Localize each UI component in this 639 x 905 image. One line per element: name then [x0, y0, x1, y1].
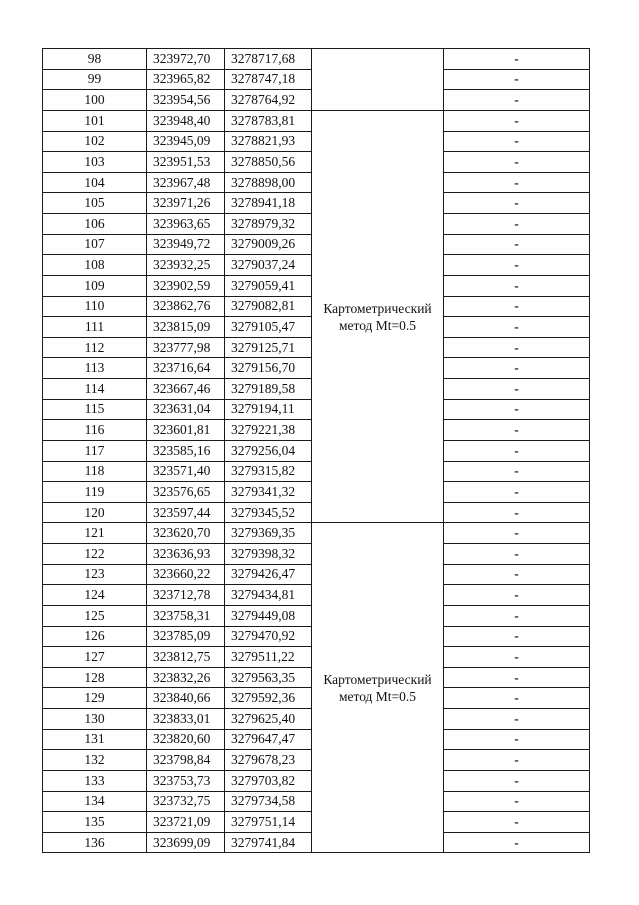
point-number-cell: 118: [43, 461, 147, 482]
accuracy-value-cell: -: [444, 832, 590, 853]
x-coordinate-cell: 323954,56: [147, 90, 225, 111]
point-number-cell: 127: [43, 647, 147, 668]
x-coordinate-cell: 323812,75: [147, 647, 225, 668]
x-coordinate-cell: 323972,70: [147, 49, 225, 70]
point-number-cell: 126: [43, 626, 147, 647]
accuracy-value-cell: -: [444, 275, 590, 296]
y-coordinate-cell: 3279741,84: [225, 832, 312, 853]
coordinates-table-body: [43, 49, 590, 853]
table-row: [43, 49, 590, 70]
accuracy-value-cell: -: [444, 90, 590, 111]
accuracy-value-cell: -: [444, 131, 590, 152]
x-coordinate-cell: 323620,70: [147, 523, 225, 544]
point-number-cell: 98: [43, 49, 147, 70]
accuracy-value-cell: -: [444, 585, 590, 606]
accuracy-value-cell: -: [444, 523, 590, 544]
x-coordinate-cell: 323576,65: [147, 482, 225, 503]
point-number-cell: 123: [43, 564, 147, 585]
accuracy-value-cell: -: [444, 440, 590, 461]
point-number-cell: 136: [43, 832, 147, 853]
accuracy-value-cell: -: [444, 688, 590, 709]
accuracy-value-cell: -: [444, 605, 590, 626]
accuracy-value-cell: -: [444, 482, 590, 503]
point-number-cell: 108: [43, 255, 147, 276]
accuracy-value-cell: -: [444, 729, 590, 750]
x-coordinate-cell: 323948,40: [147, 110, 225, 131]
y-coordinate-cell: 3279511,22: [225, 647, 312, 668]
y-coordinate-cell: 3279345,52: [225, 502, 312, 523]
x-coordinate-cell: 323965,82: [147, 69, 225, 90]
x-coordinate-cell: 323832,26: [147, 667, 225, 688]
accuracy-value-cell: -: [444, 399, 590, 420]
point-number-cell: 122: [43, 544, 147, 565]
x-coordinate-cell: 323840,66: [147, 688, 225, 709]
coordinates-table: [42, 48, 590, 853]
point-number-cell: 102: [43, 131, 147, 152]
y-coordinate-cell: 3279059,41: [225, 275, 312, 296]
x-coordinate-cell: 323597,44: [147, 502, 225, 523]
y-coordinate-cell: 3278979,32: [225, 214, 312, 235]
y-coordinate-cell: 3279703,82: [225, 770, 312, 791]
accuracy-value-cell: -: [444, 193, 590, 214]
accuracy-value-cell: -: [444, 750, 590, 771]
accuracy-value-cell: -: [444, 234, 590, 255]
x-coordinate-cell: 323636,93: [147, 544, 225, 565]
point-number-cell: 109: [43, 275, 147, 296]
y-coordinate-cell: 3278747,18: [225, 69, 312, 90]
y-coordinate-cell: 3278717,68: [225, 49, 312, 70]
point-number-cell: 133: [43, 770, 147, 791]
x-coordinate-cell: 323721,09: [147, 812, 225, 833]
point-number-cell: 119: [43, 482, 147, 503]
y-coordinate-cell: 3279256,04: [225, 440, 312, 461]
method-cell: Картометрический метод Mt=0.5: [312, 523, 444, 853]
y-coordinate-cell: 3278783,81: [225, 110, 312, 131]
x-coordinate-cell: 323932,25: [147, 255, 225, 276]
y-coordinate-cell: 3279592,36: [225, 688, 312, 709]
y-coordinate-cell: 3279105,47: [225, 317, 312, 338]
x-coordinate-cell: 323785,09: [147, 626, 225, 647]
y-coordinate-cell: 3278850,56: [225, 152, 312, 173]
accuracy-value-cell: -: [444, 172, 590, 193]
x-coordinate-cell: 323667,46: [147, 379, 225, 400]
point-number-cell: 128: [43, 667, 147, 688]
accuracy-value-cell: -: [444, 502, 590, 523]
point-number-cell: 124: [43, 585, 147, 606]
point-number-cell: 104: [43, 172, 147, 193]
accuracy-value-cell: -: [444, 69, 590, 90]
point-number-cell: 131: [43, 729, 147, 750]
accuracy-value-cell: -: [444, 152, 590, 173]
point-number-cell: 114: [43, 379, 147, 400]
y-coordinate-cell: 3279751,14: [225, 812, 312, 833]
accuracy-value-cell: -: [444, 379, 590, 400]
x-coordinate-cell: 323753,73: [147, 770, 225, 791]
point-number-cell: 121: [43, 523, 147, 544]
x-coordinate-cell: 323949,72: [147, 234, 225, 255]
point-number-cell: 99: [43, 69, 147, 90]
x-coordinate-cell: 323967,48: [147, 172, 225, 193]
point-number-cell: 101: [43, 110, 147, 131]
x-coordinate-cell: 323631,04: [147, 399, 225, 420]
y-coordinate-cell: 3279189,58: [225, 379, 312, 400]
x-coordinate-cell: 323798,84: [147, 750, 225, 771]
x-coordinate-cell: 323660,22: [147, 564, 225, 585]
y-coordinate-cell: 3279037,24: [225, 255, 312, 276]
table-row: [43, 110, 590, 131]
accuracy-value-cell: -: [444, 49, 590, 70]
point-number-cell: 103: [43, 152, 147, 173]
accuracy-value-cell: -: [444, 255, 590, 276]
y-coordinate-cell: 3279156,70: [225, 358, 312, 379]
y-coordinate-cell: 3278941,18: [225, 193, 312, 214]
point-number-cell: 135: [43, 812, 147, 833]
point-number-cell: 112: [43, 337, 147, 358]
y-coordinate-cell: 3279434,81: [225, 585, 312, 606]
y-coordinate-cell: 3279563,35: [225, 667, 312, 688]
accuracy-value-cell: -: [444, 812, 590, 833]
accuracy-value-cell: -: [444, 296, 590, 317]
y-coordinate-cell: 3279125,71: [225, 337, 312, 358]
y-coordinate-cell: 3279625,40: [225, 709, 312, 730]
accuracy-value-cell: -: [444, 337, 590, 358]
x-coordinate-cell: 323699,09: [147, 832, 225, 853]
y-coordinate-cell: 3279369,35: [225, 523, 312, 544]
accuracy-value-cell: -: [444, 544, 590, 565]
accuracy-value-cell: -: [444, 791, 590, 812]
y-coordinate-cell: 3279082,81: [225, 296, 312, 317]
point-number-cell: 115: [43, 399, 147, 420]
method-cell: Картометрический метод Mt=0.5: [312, 110, 444, 523]
y-coordinate-cell: 3278764,92: [225, 90, 312, 111]
accuracy-value-cell: -: [444, 110, 590, 131]
y-coordinate-cell: 3279647,47: [225, 729, 312, 750]
accuracy-value-cell: -: [444, 626, 590, 647]
accuracy-value-cell: -: [444, 214, 590, 235]
point-number-cell: 120: [43, 502, 147, 523]
point-number-cell: 129: [43, 688, 147, 709]
point-number-cell: 116: [43, 420, 147, 441]
x-coordinate-cell: 323601,81: [147, 420, 225, 441]
point-number-cell: 130: [43, 709, 147, 730]
y-coordinate-cell: 3279009,26: [225, 234, 312, 255]
accuracy-value-cell: -: [444, 647, 590, 668]
x-coordinate-cell: 323902,59: [147, 275, 225, 296]
y-coordinate-cell: 3279221,38: [225, 420, 312, 441]
y-coordinate-cell: 3279470,92: [225, 626, 312, 647]
y-coordinate-cell: 3279398,32: [225, 544, 312, 565]
point-number-cell: 113: [43, 358, 147, 379]
x-coordinate-cell: 323862,76: [147, 296, 225, 317]
x-coordinate-cell: 323758,31: [147, 605, 225, 626]
method-cell: [312, 49, 444, 111]
point-number-cell: 100: [43, 90, 147, 111]
point-number-cell: 111: [43, 317, 147, 338]
x-coordinate-cell: 323951,53: [147, 152, 225, 173]
point-number-cell: 105: [43, 193, 147, 214]
y-coordinate-cell: 3279678,23: [225, 750, 312, 771]
y-coordinate-cell: 3279315,82: [225, 461, 312, 482]
point-number-cell: 125: [43, 605, 147, 626]
x-coordinate-cell: 323585,16: [147, 440, 225, 461]
y-coordinate-cell: 3278821,93: [225, 131, 312, 152]
table-row: [43, 523, 590, 544]
x-coordinate-cell: 323571,40: [147, 461, 225, 482]
y-coordinate-cell: 3279734,58: [225, 791, 312, 812]
accuracy-value-cell: -: [444, 564, 590, 585]
accuracy-value-cell: -: [444, 317, 590, 338]
point-number-cell: 134: [43, 791, 147, 812]
point-number-cell: 106: [43, 214, 147, 235]
x-coordinate-cell: 323712,78: [147, 585, 225, 606]
x-coordinate-cell: 323945,09: [147, 131, 225, 152]
x-coordinate-cell: 323777,98: [147, 337, 225, 358]
y-coordinate-cell: 3279449,08: [225, 605, 312, 626]
point-number-cell: 117: [43, 440, 147, 461]
y-coordinate-cell: 3278898,00: [225, 172, 312, 193]
x-coordinate-cell: 323963,65: [147, 214, 225, 235]
x-coordinate-cell: 323815,09: [147, 317, 225, 338]
accuracy-value-cell: -: [444, 420, 590, 441]
accuracy-value-cell: -: [444, 770, 590, 791]
point-number-cell: 132: [43, 750, 147, 771]
x-coordinate-cell: 323833,01: [147, 709, 225, 730]
x-coordinate-cell: 323971,26: [147, 193, 225, 214]
accuracy-value-cell: -: [444, 667, 590, 688]
x-coordinate-cell: 323732,75: [147, 791, 225, 812]
point-number-cell: 110: [43, 296, 147, 317]
accuracy-value-cell: -: [444, 461, 590, 482]
accuracy-value-cell: -: [444, 358, 590, 379]
y-coordinate-cell: 3279426,47: [225, 564, 312, 585]
x-coordinate-cell: 323820,60: [147, 729, 225, 750]
y-coordinate-cell: 3279194,11: [225, 399, 312, 420]
point-number-cell: 107: [43, 234, 147, 255]
x-coordinate-cell: 323716,64: [147, 358, 225, 379]
y-coordinate-cell: 3279341,32: [225, 482, 312, 503]
accuracy-value-cell: -: [444, 709, 590, 730]
